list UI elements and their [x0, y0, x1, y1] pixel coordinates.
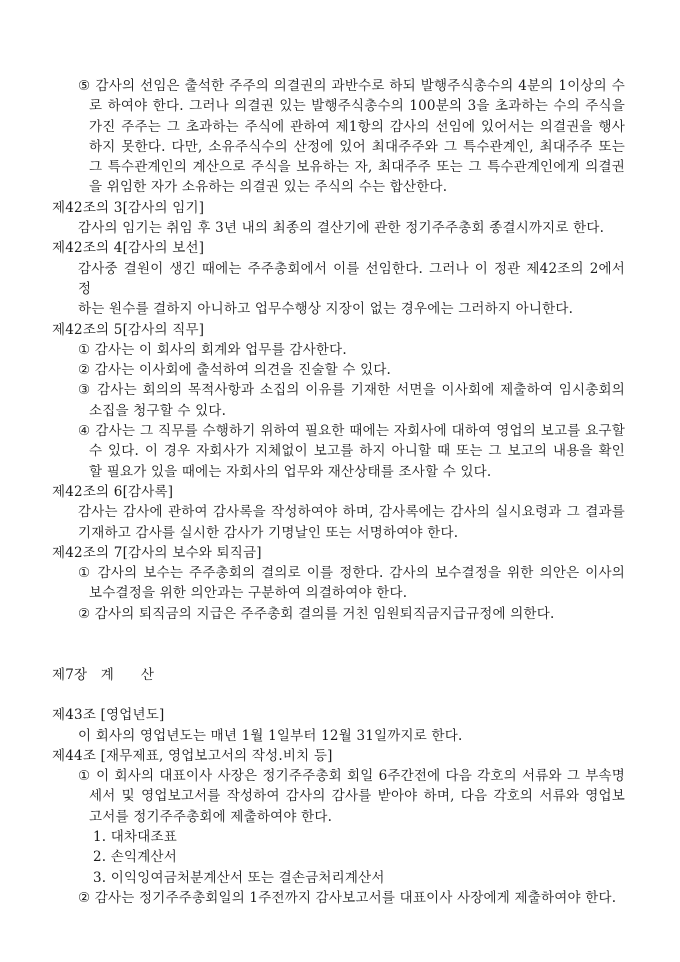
body-line: 하지 못한다. 다만, 소유주식수의 산정에 있어 최대주주와 그 특수관계인, 최대주주 또는 [89, 138, 625, 155]
body-line: ③ 감사는 회의의 목적사항과 소집의 이유를 기재한 서면을 이사회에 제출하여 임시총회의 [78, 382, 625, 399]
article-heading: 제44조 [재무제표, 영업보고서의 작성.비치 등] [52, 747, 333, 764]
body-line: ② 감사는 정기주주총회일의 1주전까지 감사보고서를 대표이사 사장에게 제출하여야 한다. [78, 889, 617, 906]
body-line: 감사는 감사에 관하여 감사록을 작성하여야 하며, 감사록에는 감사의 실시요령과 그 결과를 [78, 504, 625, 521]
body-line: 세서 및 영업보고서를 작성하여 감사의 감사를 받아야 하며, 다음 각호의 서류와 영업보 [89, 788, 625, 805]
list-item-line: 2. 손익계산서 [93, 849, 177, 866]
body-line: ② 감사는 이사회에 출석하여 의견을 진술할 수 있다. [78, 362, 392, 379]
body-line: 기재하고 감사를 실시한 감사가 기명날인 또는 서명하여야 한다. [78, 524, 459, 541]
list-item-line: 1. 대차대조표 [93, 828, 177, 845]
article-heading: 제42조의 7[감사의 보수와 퇴직금] [52, 544, 262, 561]
body-line: ① 감사는 이 회사의 회계와 업무를 감사한다. [78, 341, 347, 358]
body-line: 감사중 결원이 생긴 때에는 주주총회에서 이를 선임한다. 그러나 이 정관 제42조의 2에서 정 [78, 260, 625, 297]
body-line: ② 감사의 퇴직금의 지급은 주주총회 결의를 거친 임원퇴직금지급규정에 의한다. [78, 605, 555, 622]
article-heading: 제42조의 6[감사록] [52, 483, 174, 500]
blank-line [52, 624, 625, 644]
body-line: 그 특수관계인의 계산으로 주식을 보유하는 자, 최대주주 또는 그 특수관계인에게 의결권 [89, 159, 625, 176]
article-heading: 제42조의 4[감사의 보선] [52, 240, 205, 257]
body-line: 소집을 청구할 수 있다. [89, 402, 227, 419]
article-heading: 제42조의 3[감사의 임기] [52, 199, 205, 216]
body-line: 감사의 임기는 취임 후 3년 내의 최종의 결산기에 관한 정기주주총회 종결시까지로 한다. [78, 220, 605, 237]
article-heading: 제43조 [영업년도] [52, 707, 165, 724]
blank-line [52, 644, 625, 664]
article-heading: 제42조의 5[감사의 직무] [52, 321, 205, 338]
body-line: 할 필요가 있을 때에는 자회사의 업무와 재산상태를 조사할 수 있다. [89, 463, 492, 480]
body-line: 하는 원수를 결하지 아니하고 업무수행상 지장이 없는 경우에는 그러하지 아니한다. [78, 301, 574, 318]
blank-line [52, 685, 625, 705]
document-lines [52, 76, 625, 908]
list-item-line: 3. 이익잉여금처분계산서 또는 결손금처리계산서 [93, 869, 385, 886]
body-line: ⑤ 감사의 선임은 출석한 주주의 의결권의 과반수로 하되 발행주식총수의 4분의 1이상의 수 [78, 78, 625, 94]
body-line: 이 회사의 영업년도는 매년 1월 1일부터 12월 31일까지로 한다. [78, 727, 463, 744]
body-line: ④ 감사는 그 직무를 수행하기 위하여 필요한 때에는 자회사에 대하여 영업의 보고를 요구할 [78, 423, 625, 440]
body-line: ① 이 회사의 대표이사 사장은 정기주주총회 회일 6주간전에 다음 각호의 서류와 그 부속명 [78, 768, 625, 785]
body-line: 로 하여야 한다. 그러나 의결권 있는 발행주식총수의 100분의 3을 초과하는 수의 주식을 [89, 98, 625, 115]
body-line: ① 감사의 보수는 주주총회의 결의로 이를 정한다. 감사의 보수결정을 위한 의안은 이사의 [78, 565, 625, 582]
body-line: 보수결정을 위한 의안과는 구분하여 의결하여야 한다. [89, 585, 408, 602]
body-line: 가진 주주는 그 초과하는 주식에 관하여 제1항의 감사의 선임에 있어서는 의결권을 행사 [89, 118, 625, 135]
body-line: 고서를 정기주주총회에 제출하여야 한다. [89, 808, 333, 825]
chapter-heading: 제7장 계 산 [52, 666, 155, 683]
body-line: 수 있다. 이 경우 자회사가 지체없이 보고를 하지 아니할 때 또는 그 보고의 내용을 확인 [89, 443, 625, 460]
body-line: 을 위임한 자가 소유하는 의결권 있는 주식의 수는 합산한다. [89, 179, 448, 196]
